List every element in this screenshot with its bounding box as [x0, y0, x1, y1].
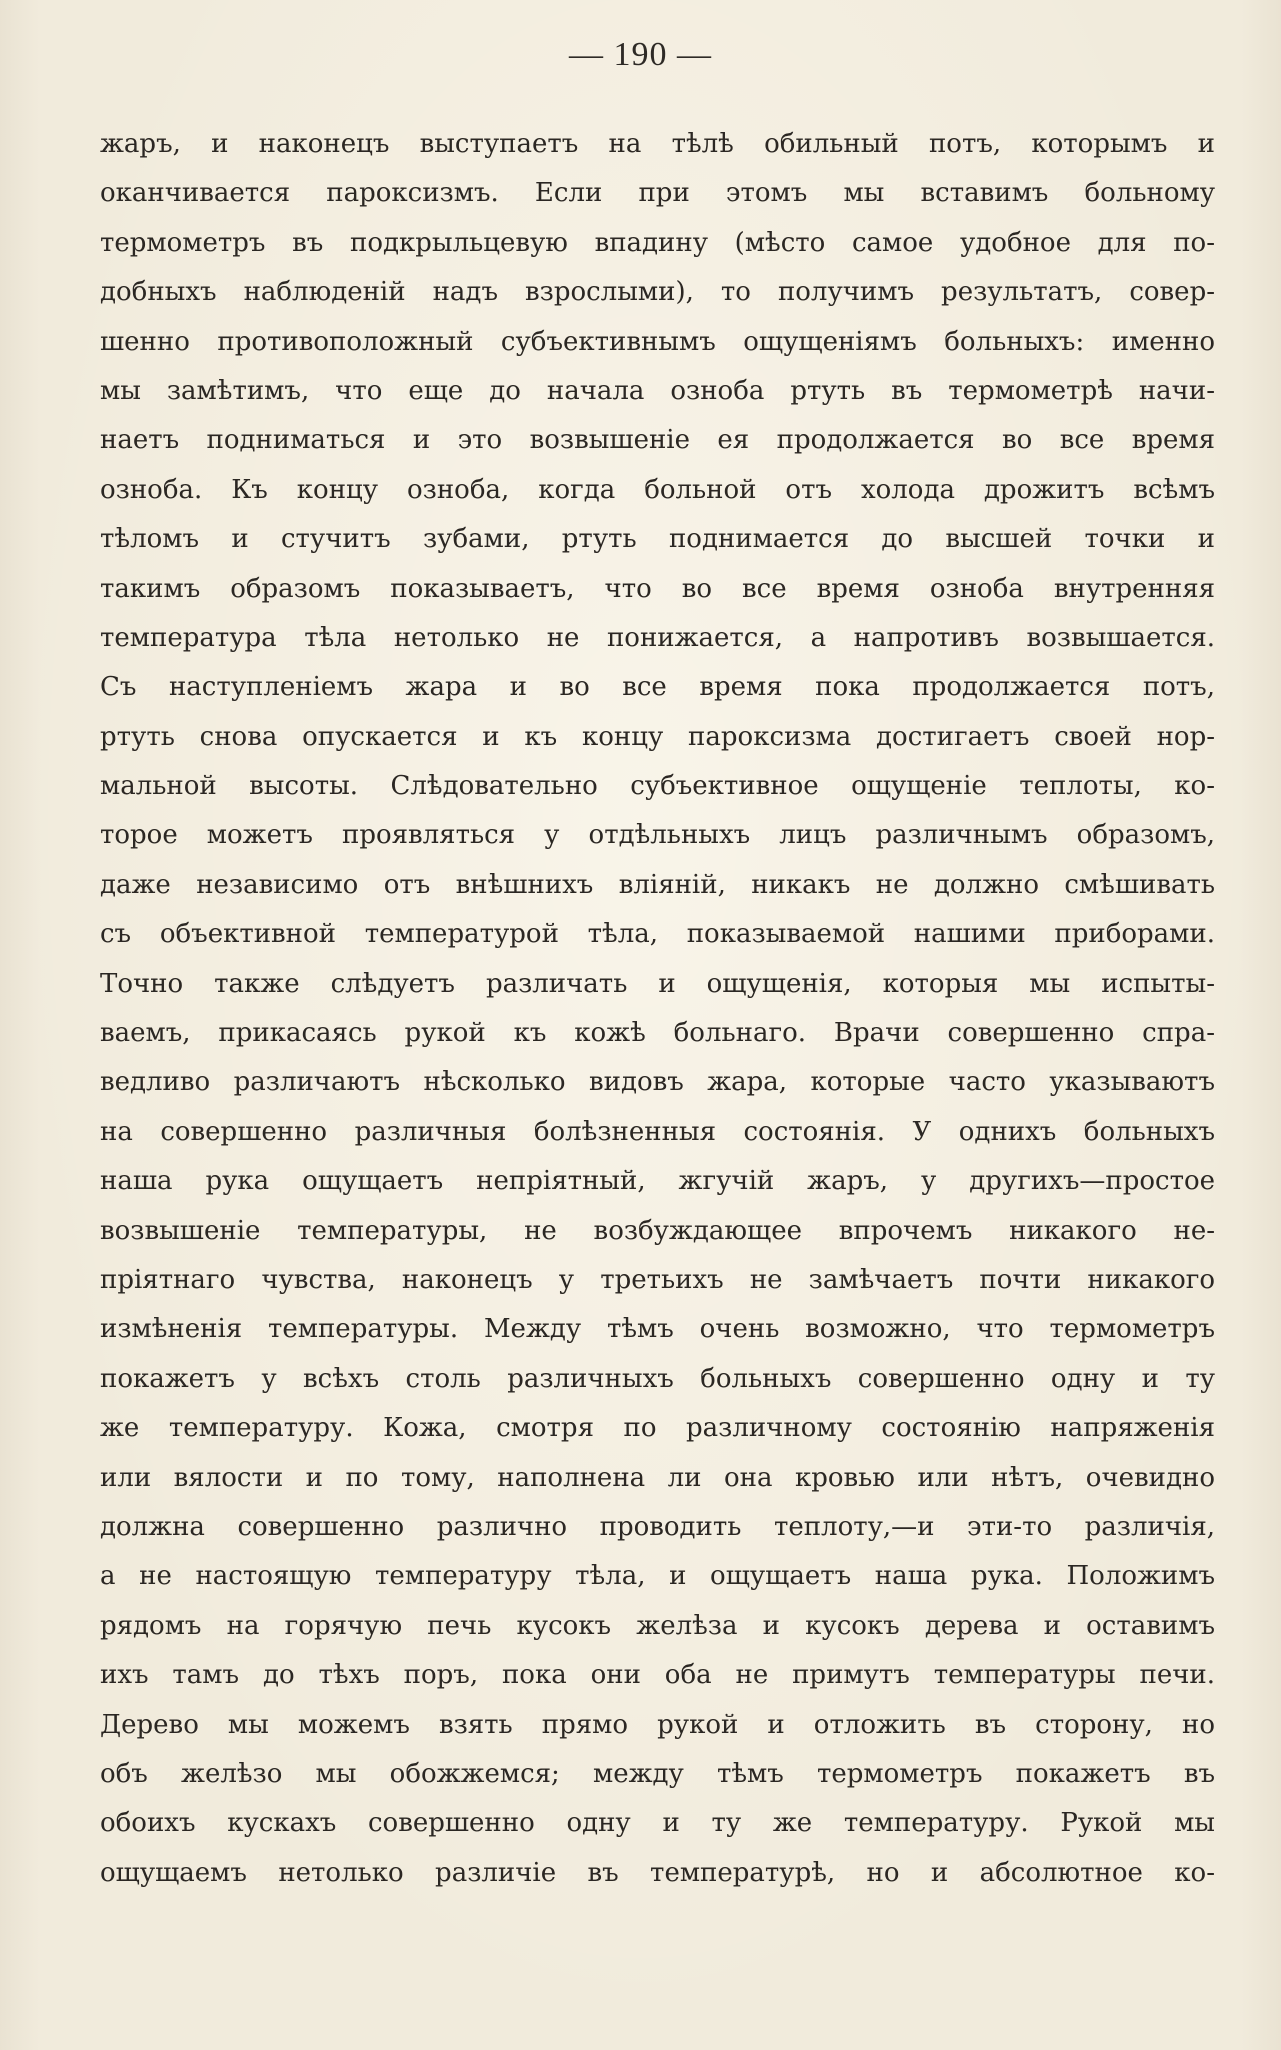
text-line: жаръ, и наконецъ выступаетъ на тѣлѣ обильный потъ, которымъ и [100, 129, 1215, 159]
text-line: обоихъ кускахъ совершенно одну и ту же температуру. Рукой мы [100, 1808, 1215, 1839]
text-line: ощущаемъ нетолько различіе въ температурѣ, но и абсолютное ко- [100, 1857, 1215, 1888]
text-line: оканчивается пароксизмъ. Если при этомъ мы вставимъ больному [100, 178, 1215, 209]
body-text [100, 120, 1215, 1898]
text-line: съ объективной температурой тѣла, показываемой нашими приборами. [100, 919, 1215, 950]
text-line: наша рука ощущаетъ непріятный, жгучій жаръ, у другихъ—простое [100, 1166, 1215, 1197]
text-line: а не настоящую температуру тѣла, и ощущаетъ наша рука. Положимъ [100, 1561, 1215, 1592]
page-number: — 190 — [569, 36, 712, 73]
text-line: даже независимо отъ внѣшнихъ вліяній, никакъ не должно смѣшивать [100, 869, 1215, 900]
text-line: возвышеніе температуры, не возбуждающее впрочемъ никакого не- [100, 1215, 1215, 1246]
text-line: добныхъ наблюденій надъ взрослыми), то получимъ результатъ, совер- [100, 277, 1215, 308]
text-line: на совершенно различныя болѣзненныя состоянія. У однихъ больныхъ [100, 1116, 1215, 1147]
text-line: ртуть снова опускается и къ концу пароксизма достигаетъ своей нор- [100, 721, 1215, 752]
text-line: или вялости и по тому, наполнена ли она кровью или нѣтъ, очевидно [100, 1462, 1215, 1493]
text-line: рядомъ на горячую печь кусокъ желѣза и кусокъ дерева и оставимъ [100, 1610, 1215, 1641]
text-line: покажетъ у всѣхъ столь различныхъ больныхъ совершенно одну и ту [100, 1363, 1215, 1394]
text-line: ихъ тамъ до тѣхъ поръ, пока они оба не примутъ температуры печи. [100, 1660, 1215, 1691]
text-line: такимъ образомъ показываетъ, что во все время озноба внутренняя [100, 573, 1215, 604]
text-line: шенно противоположный субъективнымъ ощущеніямъ больныхъ: именно [100, 326, 1215, 357]
text-line: Съ наступленіемъ жара и во все время пока продолжается потъ, [100, 672, 1215, 703]
text-line: ваемъ, прикасаясь рукой къ кожѣ больнаго. Врачи совершенно спра- [100, 1018, 1215, 1049]
text-line: тѣломъ и стучитъ зубами, ртуть поднимается до высшей точки и [100, 524, 1215, 555]
text-line: объ желѣзо мы обожжемся; между тѣмъ термометръ покажетъ въ [100, 1758, 1215, 1789]
text-line: же температуру. Кожа, смотря по различному состоянію напряженія [100, 1413, 1215, 1444]
text-line: пріятнаго чувства, наконецъ у третьихъ не замѣчаетъ почти никакого [100, 1264, 1215, 1295]
text-line: ведливо различаютъ нѣсколько видовъ жара, которые часто указываютъ [100, 1067, 1215, 1098]
text-line: температура тѣла нетолько не понижается, а напротивъ возвышается. [100, 622, 1215, 653]
text-line: термометръ въ подкрыльцевую впадину (мѣсто самое удобное для по- [100, 227, 1215, 258]
text-line: мальной высоты. Слѣдовательно субъективное ощущеніе теплоты, ко- [100, 771, 1215, 802]
text-line: торое можетъ проявляться у отдѣльныхъ лицъ различнымъ образомъ, [100, 820, 1215, 851]
text-line: озноба. Къ концу озноба, когда больной отъ холода дрожитъ всѣмъ [100, 474, 1215, 505]
text-line: Дерево мы можемъ взять прямо рукой и отложить въ сторону, но [100, 1709, 1215, 1740]
text-line: мы замѣтимъ, что еще до начала озноба ртуть въ термометрѣ начи- [100, 375, 1215, 406]
text-line: Точно также слѣдуетъ различать и ощущенія, которыя мы испыты- [100, 968, 1215, 999]
text-line: наетъ подниматься и это возвышеніе ея продолжается во все время [100, 425, 1215, 456]
text-line: измѣненія температуры. Между тѣмъ очень возможно, что термометръ [100, 1314, 1215, 1345]
text-line: должна совершенно различно проводить теплоту,—и эти-то различія, [100, 1511, 1215, 1542]
